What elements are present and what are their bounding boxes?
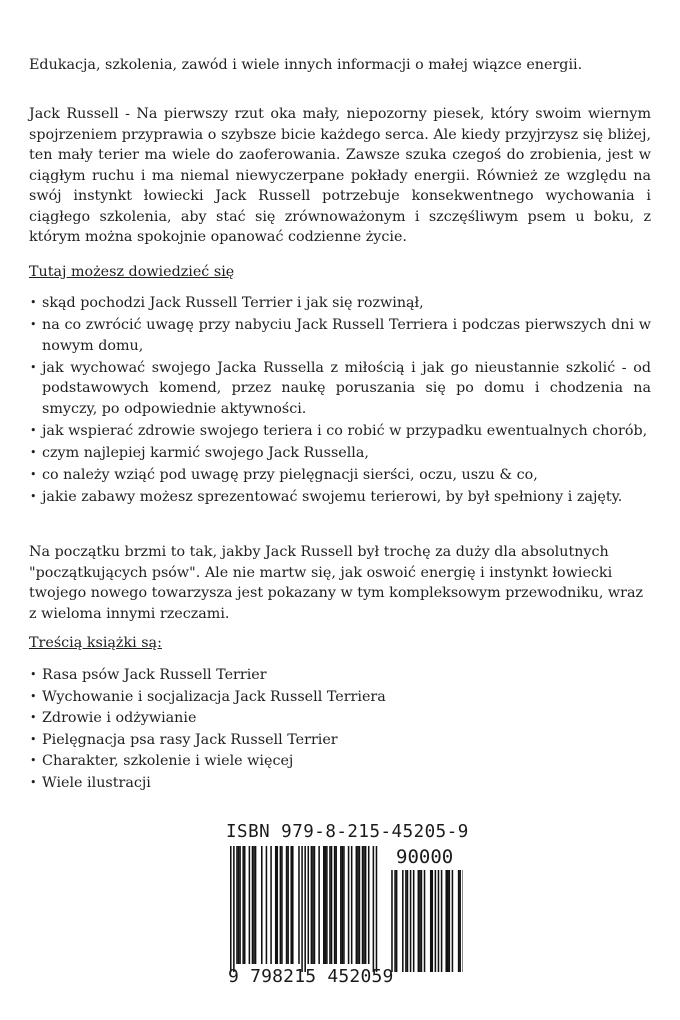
barcode-bar — [329, 846, 331, 964]
list-item: • Wiele ilustracji — [29, 773, 651, 794]
barcode-bar — [238, 846, 240, 964]
list-item: • czym najlepiej karmić swojego Jack Russella, — [29, 443, 651, 464]
addon-bar — [459, 870, 461, 972]
barcode-bar — [308, 846, 310, 964]
barcode-bar — [376, 846, 378, 972]
barcode-bar — [334, 846, 336, 964]
list-item: • jak wspierać zdrowie swojego teriera i co robić w przypadku ewentualnych chorób, — [29, 421, 651, 442]
list-item: • skąd pochodzi Jack Russell Terrier i jak się rozwinął, — [29, 293, 651, 314]
barcode-bar — [348, 846, 350, 964]
barcode-bar — [325, 846, 327, 964]
barcode-bar — [244, 846, 246, 964]
barcode-bar — [365, 846, 367, 964]
description-paragraph: Jack Russell - Na pierwszy rzut oka mały, niepozorny piesek, który swoim wiernym spojrzeniem przyprawia o szybsze bicie każdego serca. Ale kiedy przyjrzysz się bliżej, ten mały terier ma wiele do zaoferowania. Zawsze szuka czegoś do zrobienia, jest w ciągłym ruchu i ma niemal niewyczerpane pokłady energii. Również ze względu na swój instynkt łowiecki Jack Russell potrzebuje konsekwentnego wychowania i ciągłego szkolenia, aby stać się zrównoważonym i szczęśliwym psem u boku, z którym można spokojnie opanować codzienne życie. — [29, 106, 651, 245]
barcode-bar — [286, 846, 288, 964]
addon-bar — [458, 870, 460, 972]
list-item: • jakie zabawy możesz sprezentować swojemu terierowi, by był spełniony i zajęty. — [29, 487, 651, 508]
list-item: • jak wychować swojego Jacka Russella z miłością i jak go nieustannie szkolić - od podstawowych komend, przez naukę poruszania się po domu i chodzenia na smyczy, po odpowiednie aktywności. — [29, 358, 651, 420]
addon-bar — [418, 870, 420, 972]
barcode-bar — [363, 846, 365, 964]
barcode-bar — [252, 846, 254, 964]
barcode-bar — [362, 846, 364, 964]
addon-bar — [419, 870, 421, 972]
barcode-bar — [233, 846, 235, 972]
addon-bar — [430, 870, 432, 972]
barcode-bar — [326, 846, 328, 964]
barcode-bar — [342, 846, 344, 964]
barcode-bar — [253, 846, 255, 964]
barcode-bar — [239, 846, 241, 964]
barcode-bar — [323, 846, 325, 964]
addon-bar — [396, 870, 398, 972]
barcode-bar — [275, 846, 277, 964]
addon-bar — [391, 870, 393, 972]
barcode-bar — [230, 846, 232, 972]
barcode-bar — [249, 846, 251, 964]
barcode-bar — [373, 846, 375, 972]
learn-heading: Tutaj możesz dowiedzieć się — [29, 264, 235, 280]
contents-heading: Treścią książki są: — [29, 635, 162, 651]
barcode-bar — [356, 846, 358, 964]
barcode-bar — [331, 846, 333, 964]
addon-bar — [405, 870, 407, 972]
addon-bar — [435, 870, 437, 972]
barcode-bar — [359, 846, 361, 964]
barcode-bar — [304, 846, 306, 972]
list-item: • Charakter, szkolenie i wiele więcej — [29, 751, 651, 772]
barcode-bar — [368, 846, 370, 964]
barcode-bar — [314, 846, 316, 964]
list-item: • Pielęgnacja psa rasy Jack Russell Terrier — [29, 730, 651, 751]
list-item: • co należy wziąć pod uwagę przy pielęgnacji sierści, oczu, uszu & co, — [29, 465, 651, 486]
barcode-bar — [335, 846, 337, 964]
list-item: • Rasa psów Jack Russell Terrier — [29, 665, 651, 686]
price-code: 90000 — [396, 846, 454, 868]
barcode-bar — [351, 846, 353, 964]
barcode-digits: 9 798215 452059 — [228, 966, 394, 987]
barcode-bar — [242, 846, 244, 964]
isbn-barcode — [218, 822, 469, 992]
isbn-label: ISBN 979-8-215-45205-9 — [226, 822, 469, 842]
list-item: • Wychowanie i socjalizacja Jack Russell Terriera — [29, 687, 651, 708]
addon-bar — [421, 870, 423, 972]
addon-bar — [438, 870, 440, 972]
barcode-bar — [266, 846, 268, 964]
addon-bar — [441, 870, 443, 972]
beginner-paragraph: Na początku brzmi to tak, jakby Jack Russell był trochę za duży dla absolutnych "początkujących psów". Ale nie martw się, jak oswoić energię i instynkt łowiecki twojego nowego towarzysza jest pokazany w tym kompleksowym przewodniku, wraz z wieloma innymi rzeczami. — [29, 544, 644, 622]
addon-bar — [394, 870, 396, 972]
addon-bar — [407, 870, 409, 972]
barcode-bar — [255, 846, 257, 964]
addon-bar — [432, 870, 434, 972]
list-item: • na co zwrócić uwagę przy nabyciu Jack Russell Terriera i podczas pierwszych dni w nowym domu, — [29, 315, 651, 356]
addon-bar — [413, 870, 415, 972]
barcode-bar — [277, 846, 279, 964]
addon-bar — [449, 870, 451, 972]
barcode-bar — [261, 846, 263, 964]
barcode-bar — [298, 846, 300, 964]
barcode-bar — [287, 846, 289, 964]
contents-list — [29, 665, 651, 794]
barcode-bar — [357, 846, 359, 964]
learn-list — [29, 293, 651, 509]
addon-bar — [463, 870, 464, 972]
barcode-bar — [301, 846, 303, 972]
barcode-bar — [318, 846, 320, 964]
addon-bar — [452, 870, 454, 972]
barcode-bar — [280, 846, 282, 964]
barcode-bar — [343, 846, 345, 964]
barcode-bar — [270, 846, 272, 964]
intro-line: Edukacja, szkolenia, zawód i wiele innych informacji o małej wiązce energii. — [29, 57, 583, 73]
barcode-bar — [311, 846, 313, 964]
addon-bar — [445, 870, 447, 972]
addon-bar — [424, 870, 426, 972]
barcode-bar — [236, 846, 238, 964]
barcode-bar — [312, 846, 314, 964]
list-item: • Zdrowie i odżywianie — [29, 708, 651, 729]
barcode-bar — [292, 846, 294, 964]
barcode-bar — [281, 846, 283, 964]
barcode-bar — [340, 846, 342, 964]
barcode-bar — [290, 846, 292, 964]
addon-bar — [402, 870, 404, 972]
addon-bar — [410, 870, 412, 972]
addon-bar — [447, 870, 449, 972]
